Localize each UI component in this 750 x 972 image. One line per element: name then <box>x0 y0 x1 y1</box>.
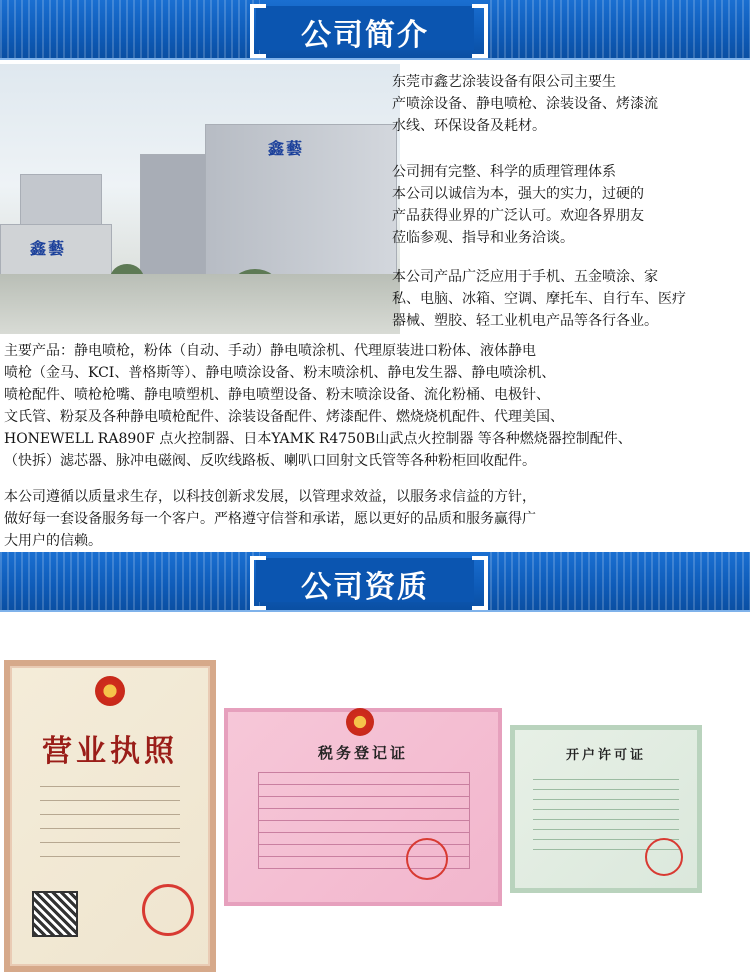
national-emblem-icon <box>95 676 125 706</box>
text-line <box>40 814 180 815</box>
qr-code-icon <box>32 891 78 937</box>
products-paragraph: 主要产品：静电喷枪，粉体（自动、手动）静电喷涂机、代理原装进口粉体、液体静电 喷枪（金马、KCI、普格斯等）、静电喷涂设备、粉末喷涂机、静电发生器、静电喷涂机、 喷枪配件、喷枪枪嘴、静电喷塑机、静电喷塑设备、粉末喷涂设备、流化粉桶、电极针、 文氏管、粉泵及各种静电喷枪配件、涂装设备配件、烤漆配件、燃烧烧机配件、代理美国、 HONEWELL RA890F 点火控制器、日本YAMK R4750B山武点火控制器 等各种燃烧器控制配件、 （快拆）滤芯器、脉冲电磁阀、反吹线路板、喇叭口回射文氏管等各种粉柜回收配件。 <box>4 343 632 469</box>
banner-stripes-right <box>490 0 750 58</box>
official-seal-icon <box>645 838 683 876</box>
text-line <box>40 856 180 857</box>
banner-stripes-left <box>0 552 260 610</box>
building-sign-main: 鑫藝 <box>268 139 305 158</box>
intro-paragraph-1: 东莞市鑫艺涂装设备有限公司主要生 产喷涂设备、静电喷枪、涂装设备、烤漆流 水线、环保设备及耗材。 <box>392 74 658 134</box>
intro-paragraph-2: 公司拥有完整、科学的质理管理体系 本公司以诚信为本，强大的实力，过硬的 产品获得业界的广泛认可。欢迎各界朋友 莅临参观、指导和业务洽谈。 <box>392 164 644 246</box>
bracket-right-icon <box>472 4 488 58</box>
text-line <box>40 828 180 829</box>
business-license-image <box>4 660 216 972</box>
factory-photo <box>0 64 400 334</box>
intro-paragraph-3: 本公司产品广泛应用于手机、五金喷涂、家 私、电脑、冰箱、空调、摩托车、自行车、医疗 器械、塑胶、轻工业机电产品等各行各业。 <box>392 269 686 329</box>
building-side <box>140 154 212 286</box>
business-license-title: 营业执照 <box>42 734 178 769</box>
national-emblem-icon <box>346 708 374 736</box>
policy-paragraph: 本公司遵循以质量求生存，以科技创新求发展，以管理求效益，以服务求信益的方针， 做好每一套设备服务每一个客户。严格遵守信誉和承诺，愿以更好的品质和服务赢得广 大用户的信赖。 <box>4 489 536 549</box>
official-seal-icon <box>142 884 194 936</box>
ground <box>0 274 400 334</box>
bracket-right-icon <box>472 556 488 610</box>
section-title-qualification: 公司资质 <box>301 570 429 605</box>
section-title-intro: 公司简介 <box>301 18 429 53</box>
text-line <box>40 800 180 801</box>
account-permit-title: 开户许可证 <box>565 748 646 763</box>
building-sign-gate: 鑫藝 <box>30 239 67 258</box>
section-banner-qualification <box>0 552 750 612</box>
tax-registration-image <box>224 708 502 906</box>
tax-registration-title: 税务登记证 <box>317 744 408 762</box>
account-permit-image <box>510 725 702 893</box>
official-seal-icon <box>406 838 448 880</box>
text-line <box>40 842 180 843</box>
text-line <box>40 786 180 787</box>
banner-stripes-left <box>0 0 260 58</box>
section-banner-intro <box>0 0 750 60</box>
banner-stripes-right <box>490 552 750 610</box>
